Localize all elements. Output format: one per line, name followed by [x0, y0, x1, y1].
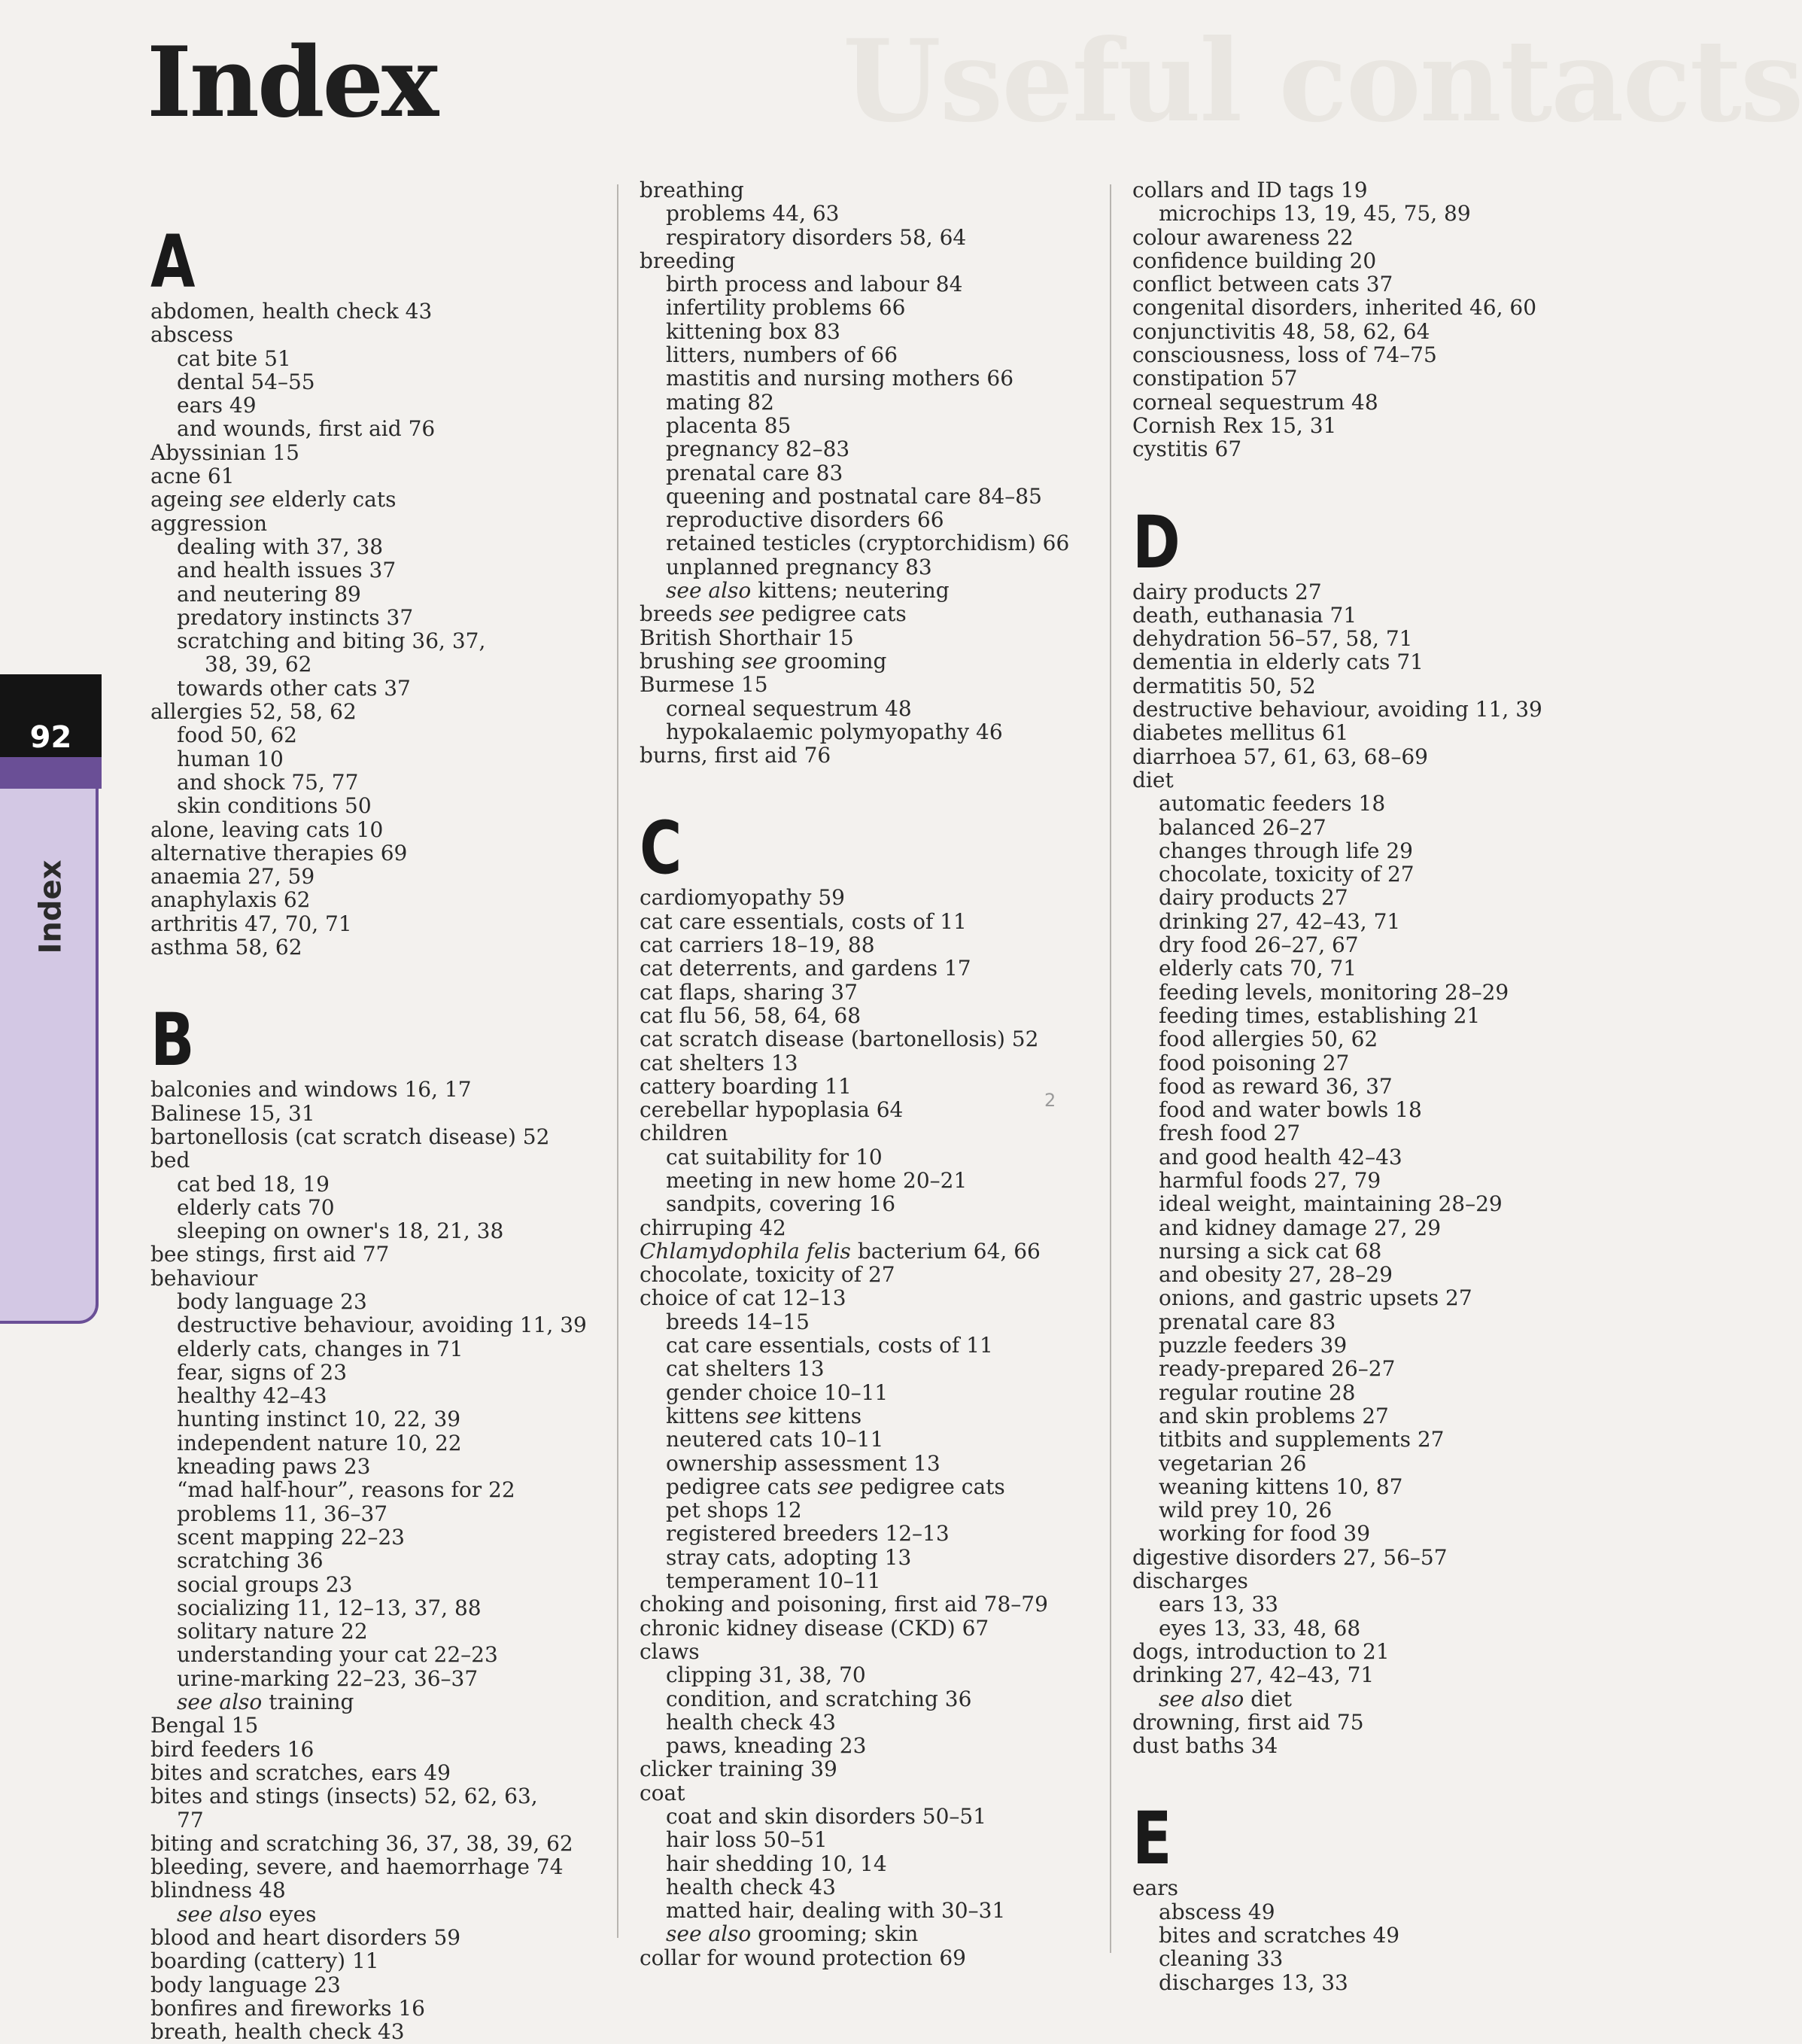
index-subentry: feeding levels, monitoring 28–29 [1159, 979, 1509, 1005]
index-entry: congenital disorders, inherited 46, 60 [1132, 295, 1537, 321]
index-subentry: automatic feeders 18 [1159, 791, 1386, 817]
index-entry: dairy products 27 [1132, 579, 1322, 604]
index-entry: bites and scratches, ears 49 [150, 1760, 451, 1785]
index-subentry: and good health 42–43 [1159, 1144, 1402, 1170]
index-subentry: fresh food 27 [1159, 1121, 1301, 1146]
index-subentry: food allergies 50, 62 [1159, 1027, 1378, 1052]
index-subentry: weaning kittens 10, 87 [1159, 1474, 1403, 1499]
index-entry: cat care essentials, costs of 11 [640, 908, 967, 934]
index-subentry: ideal weight, maintaining 28–29 [1159, 1191, 1503, 1217]
index-subentry: and shock 75, 77 [177, 769, 359, 795]
index-entry: cattery boarding 11 [640, 1073, 852, 1099]
index-subentry: destructive behaviour, avoiding 11, 39 [177, 1312, 587, 1338]
index-entry: abdomen, health check 43 [150, 299, 433, 324]
index-entry: cat carriers 18–19, 88 [640, 932, 875, 958]
index-subentry: cat bite 51 [177, 345, 291, 371]
index-subentry: and obesity 27, 28–29 [1159, 1262, 1393, 1288]
index-entry: cystitis 67 [1132, 436, 1242, 462]
index-subentry: see also grooming; skin [666, 1921, 919, 1947]
index-subentry: birth process and labour 84 [666, 272, 963, 297]
section-spacer [640, 767, 1069, 811]
index-subentry: scratching 36 [177, 1548, 324, 1574]
index-subentry: dental 54–55 [177, 369, 315, 394]
index-entry: diarrhoea 57, 61, 63, 68–69 [1132, 744, 1428, 769]
index-subentry: ownership assessment 13 [666, 1450, 941, 1476]
index-subentry: food poisoning 27 [1159, 1050, 1350, 1075]
index-subentry: matted hair, dealing with 30–31 [666, 1898, 1006, 1924]
index-subentry: regular routine 28 [1159, 1379, 1356, 1405]
index-subentry: cat suitability for 10 [666, 1144, 883, 1170]
index-column-1 [150, 220, 587, 2044]
index-entry: cat shelters 13 [640, 1050, 798, 1075]
index-entry: cardiomyopathy 59 [640, 885, 845, 911]
index-entry: chocolate, toxicity of 27 [640, 1262, 895, 1288]
index-entry: dust baths 34 [1132, 1733, 1278, 1759]
index-entry: conjunctivitis 48, 58, 62, 64 [1132, 318, 1430, 344]
index-entry: Chlamydophila felis bacterium 64, 66 [640, 1238, 1041, 1264]
index-entry: collars and ID tags 19 [1132, 178, 1368, 202]
index-subentry: prenatal care 83 [666, 460, 843, 485]
index-subentry: condition, and scratching 36 [666, 1686, 972, 1711]
index-subentry: problems 11, 36–37 [177, 1501, 388, 1526]
index-entry: dogs, introduction to 21 [1132, 1638, 1390, 1664]
index-subentry: temperament 10–11 [666, 1568, 881, 1594]
index-entry: corneal sequestrum 48 [1132, 389, 1378, 415]
index-subentry: elderly cats, changes in 71 [177, 1336, 463, 1361]
index-subentry: see also kittens; neutering [666, 578, 950, 604]
index-subentry: cat care essentials, costs of 11 [666, 1333, 993, 1358]
index-subentry: reproductive disorders 66 [666, 507, 944, 533]
index-subentry: dairy products 27 [1159, 885, 1348, 911]
section-tab-band [0, 757, 102, 789]
section-letter: C [640, 806, 682, 891]
index-subentry: body language 23 [177, 1288, 367, 1314]
index-subentry: elderly cats 70 [177, 1194, 335, 1220]
index-subentry: placenta 85 [666, 412, 792, 438]
index-entry: acne 61 [150, 464, 235, 489]
index-subentry: working for food 39 [1159, 1521, 1371, 1547]
index-entry: boarding (cattery) 11 [150, 1948, 379, 1974]
index-subentry: breeds 14–15 [666, 1309, 810, 1334]
index-subentry: mating 82 [666, 389, 774, 415]
index-entry: Balinese 15, 31 [150, 1100, 315, 1126]
index-subentry: 77 [177, 1807, 204, 1833]
section-letter: A [150, 220, 196, 304]
index-subentry: eyes 13, 33, 48, 68 [1159, 1615, 1361, 1641]
index-entry: ageing see elderly cats [150, 487, 397, 513]
index-subentry: elderly cats 70, 71 [1159, 956, 1357, 981]
index-subentry: skin conditions 50 [177, 793, 372, 819]
index-subentry: hair loss 50–51 [666, 1827, 828, 1853]
index-entry: arthritis 47, 70, 71 [150, 911, 352, 936]
index-subentry: corneal sequestrum 48 [666, 695, 912, 721]
column-divider [1110, 184, 1111, 1953]
index-subentry: infertility problems 66 [666, 295, 906, 321]
index-subentry: hypokalaemic polymyopathy 46 [666, 719, 1003, 744]
index-entry: ears [1132, 1875, 1179, 1901]
index-subentry: harmful foods 27, 79 [1159, 1167, 1381, 1193]
index-subentry: onions, and gastric upsets 27 [1159, 1285, 1472, 1311]
index-entry: dehydration 56–57, 58, 71 [1132, 626, 1413, 652]
index-entry: constipation 57 [1132, 366, 1298, 391]
index-subentry: food 50, 62 [177, 722, 297, 748]
index-entry: behaviour [150, 1265, 258, 1291]
index-subentry: wild prey 10, 26 [1159, 1498, 1333, 1523]
index-entry: cat flu 56, 58, 64, 68 [640, 1002, 861, 1028]
index-subentry: independent nature 10, 22 [177, 1430, 462, 1455]
pencil-mark: 2 [1044, 1090, 1056, 1111]
index-subentry: clipping 31, 38, 70 [666, 1662, 866, 1688]
index-entry: asthma 58, 62 [150, 935, 302, 960]
index-subentry: respiratory disorders 58, 64 [666, 224, 967, 250]
index-entry: Abyssinian 15 [150, 440, 299, 465]
index-subentry: feeding times, establishing 21 [1159, 1002, 1481, 1028]
index-subentry: cleaning 33 [1159, 1946, 1284, 1972]
index-subentry: food and water bowls 18 [1159, 1097, 1422, 1123]
index-subentry: coat and skin disorders 50–51 [666, 1804, 987, 1829]
index-entry: breathing [640, 178, 744, 202]
index-subentry: mastitis and nursing mothers 66 [666, 366, 1014, 391]
index-entry: blood and heart disorders 59 [150, 1925, 461, 1950]
index-entry: cat flaps, sharing 37 [640, 979, 858, 1005]
section-spacer [1132, 461, 1542, 505]
index-entry: breath, health check 43 [150, 2019, 405, 2044]
section-spacer [1132, 1757, 1542, 1801]
index-subentry: microchips 13, 19, 45, 75, 89 [1159, 201, 1471, 227]
index-subentry: pedigree cats see pedigree cats [666, 1474, 1005, 1499]
index-entry: drinking 27, 42–43, 71 [1132, 1662, 1375, 1688]
section-letter: E [1132, 1796, 1172, 1881]
index-subentry: dealing with 37, 38 [177, 534, 384, 559]
index-entry: breeding [640, 248, 736, 273]
section-letter: D [1132, 500, 1181, 585]
index-subentry: scratching and biting 36, 37, [177, 628, 486, 654]
index-subentry: ears 13, 33 [1159, 1592, 1278, 1617]
index-entry: balconies and windows 16, 17 [150, 1077, 472, 1103]
index-entry: burns, first aid 76 [640, 743, 831, 768]
index-entry: blindness 48 [150, 1878, 286, 1903]
index-subentry: chocolate, toxicity of 27 [1159, 862, 1415, 887]
index-entry: diet [1132, 767, 1174, 792]
index-subentry: changes through life 29 [1159, 838, 1413, 863]
index-entry: alone, leaving cats 10 [150, 817, 384, 842]
index-entry: alternative therapies 69 [150, 840, 408, 865]
index-subentry: cat bed 18, 19 [177, 1171, 330, 1197]
index-entry: bed [150, 1148, 190, 1173]
column-divider [617, 184, 618, 1938]
index-subentry: problems 44, 63 [666, 201, 840, 227]
index-subentry: pet shops 12 [666, 1498, 802, 1523]
index-entry: destructive behaviour, avoiding 11, 39 [1132, 697, 1542, 722]
index-entry: bleeding, severe, and haemorrhage 74 [150, 1854, 564, 1880]
index-subentry: towards other cats 37 [177, 675, 411, 701]
index-entry: Bengal 15 [150, 1713, 259, 1738]
index-entry: discharges [1132, 1568, 1248, 1594]
index-subentry: gender choice 10–11 [666, 1379, 889, 1405]
index-entry: bonfires and fireworks 16 [150, 1995, 425, 2021]
index-subentry: scent mapping 22–23 [177, 1524, 405, 1550]
index-subentry: retained testicles (cryptorchidism) 66 [666, 531, 1070, 556]
index-entry: cat scratch disease (bartonellosis) 52 [640, 1027, 1039, 1052]
index-entry: bartonellosis (cat scratch disease) 52 [150, 1124, 550, 1149]
index-entry: anaphylaxis 62 [150, 887, 311, 913]
page-number: 92 [29, 720, 72, 755]
index-subentry: unplanned pregnancy 83 [666, 554, 932, 579]
index-subentry: kittening box 83 [666, 318, 840, 344]
index-entry: dementia in elderly cats 71 [1132, 649, 1424, 675]
index-entry: consciousness, loss of 74–75 [1132, 342, 1437, 368]
index-subentry: hunting instinct 10, 22, 39 [177, 1407, 461, 1432]
index-subentry: registered breeders 12–13 [666, 1521, 950, 1547]
index-entry: choice of cat 12–13 [640, 1285, 846, 1311]
index-entry: chronic kidney disease (CKD) 67 [640, 1615, 989, 1641]
index-subentry: health check 43 [666, 1709, 836, 1735]
page-title: Index [147, 26, 437, 139]
index-entry: anaemia 27, 59 [150, 864, 315, 890]
index-subentry: pregnancy 82–83 [666, 436, 850, 462]
index-entry: conflict between cats 37 [1132, 272, 1393, 297]
index-entry: bites and stings (insects) 52, 62, 63, [150, 1784, 538, 1809]
index-subentry: balanced 26–27 [1159, 814, 1326, 840]
index-entry: colour awareness 22 [1132, 224, 1354, 250]
facing-page-title-ghost: Useful contacts [843, 15, 1802, 148]
index-subentry: kneading paws 23 [177, 1454, 371, 1480]
index-subentry: food as reward 36, 37 [1159, 1073, 1393, 1099]
index-subentry: healthy 42–43 [177, 1383, 327, 1409]
index-entry: breeds see pedigree cats [640, 601, 907, 627]
index-column-2 [640, 178, 1069, 1969]
index-subentry: titbits and supplements 27 [1159, 1427, 1445, 1452]
index-subentry: fear, signs of 23 [177, 1359, 348, 1385]
index-subentry: dry food 26–27, 67 [1159, 932, 1359, 958]
index-subentry: health check 43 [666, 1874, 836, 1900]
section-letter: B [150, 998, 195, 1083]
index-entry: diabetes mellitus 61 [1132, 720, 1349, 746]
index-subentry: and skin problems 27 [1159, 1403, 1389, 1428]
index-entry: coat [640, 1780, 685, 1805]
index-entry: aggression [150, 510, 268, 536]
section-tab-label-wrap [17, 859, 84, 954]
index-entry: choking and poisoning, first aid 78–79 [640, 1592, 1048, 1617]
index-subentry: 38, 39, 62 [205, 652, 312, 677]
index-subentry: vegetarian 26 [1159, 1450, 1307, 1476]
index-entry: biting and scratching 36, 37, 38, 39, 62 [150, 1830, 573, 1856]
index-entry: Burmese 15 [640, 672, 768, 698]
index-entry: drowning, first aid 75 [1132, 1709, 1364, 1735]
index-entry: clicker training 39 [640, 1757, 837, 1782]
index-subentry: prenatal care 83 [1159, 1309, 1336, 1334]
index-subentry: queening and postnatal care 84–85 [666, 483, 1042, 509]
index-subentry: understanding your cat 22–23 [177, 1642, 498, 1668]
index-entry: collar for wound protection 69 [640, 1945, 966, 1970]
index-subentry: sandpits, covering 16 [666, 1191, 896, 1217]
index-subentry: nursing a sick cat 68 [1159, 1238, 1382, 1264]
index-entry: bird feeders 16 [150, 1736, 315, 1762]
index-entry: cat deterrents, and gardens 17 [640, 956, 971, 981]
index-entry: chirruping 42 [640, 1215, 786, 1240]
section-tab-label: Index [33, 859, 68, 954]
index-entry: body language 23 [150, 1972, 341, 1997]
index-subentry: sleeping on owner's 18, 21, 38 [177, 1218, 504, 1244]
index-subentry: “mad half-hour”, reasons for 22 [177, 1477, 515, 1503]
index-subentry: cat shelters 13 [666, 1356, 825, 1382]
index-subentry: meeting in new home 20–21 [666, 1167, 968, 1193]
index-subentry: litters, numbers of 66 [666, 342, 898, 368]
index-subentry: predatory instincts 37 [177, 604, 414, 630]
index-subentry: and neutering 89 [177, 581, 361, 607]
index-subentry: see also training [177, 1690, 354, 1715]
index-subentry: see also diet [1159, 1686, 1292, 1711]
index-entry: allergies 52, 58, 62 [150, 699, 357, 725]
index-subentry: paws, kneading 23 [666, 1733, 867, 1759]
index-subentry: abscess 49 [1159, 1899, 1275, 1924]
index-entry: claws [640, 1638, 700, 1664]
index-entry: Cornish Rex 15, 31 [1132, 412, 1337, 438]
index-entry: dermatitis 50, 52 [1132, 673, 1316, 698]
index-subentry: stray cats, adopting 13 [666, 1544, 912, 1570]
index-subentry: and health issues 37 [177, 558, 397, 583]
index-subentry: ready-prepared 26–27 [1159, 1356, 1396, 1382]
index-subentry: discharges 13, 33 [1159, 1969, 1348, 1995]
index-entry: brushing see grooming [640, 648, 887, 674]
index-subentry: urine-marking 22–23, 36–37 [177, 1665, 479, 1691]
index-entry: abscess [150, 322, 233, 348]
index-subentry: social groups 23 [177, 1571, 353, 1597]
index-entry: British Shorthair 15 [640, 625, 854, 650]
index-subentry: hair shedding 10, 14 [666, 1851, 887, 1876]
index-subentry: neutered cats 10–11 [666, 1427, 884, 1452]
index-entry: cerebellar hypoplasia 64 [640, 1097, 904, 1123]
index-column-3 [1132, 178, 1542, 1994]
index-subentry: bites and scratches 49 [1159, 1923, 1400, 1948]
index-subentry: see also eyes [177, 1901, 317, 1927]
index-subentry: drinking 27, 42–43, 71 [1159, 908, 1401, 934]
index-subentry: and wounds, first aid 76 [177, 416, 436, 442]
index-subentry: puzzle feeders 39 [1159, 1333, 1348, 1358]
index-subentry: socializing 11, 12–13, 37, 88 [177, 1595, 482, 1620]
index-subentry: kittens see kittens [666, 1403, 862, 1428]
index-entry: bee stings, first aid 77 [150, 1242, 390, 1267]
index-entry: death, euthanasia 71 [1132, 602, 1357, 628]
section-spacer [150, 959, 587, 1002]
index-entry: confidence building 20 [1132, 248, 1377, 273]
index-subentry: human 10 [177, 746, 284, 771]
index-subentry: and kidney damage 27, 29 [1159, 1215, 1442, 1240]
index-entry: children [640, 1121, 728, 1146]
index-subentry: solitary nature 22 [177, 1619, 368, 1644]
index-entry: digestive disorders 27, 56–57 [1132, 1544, 1448, 1570]
index-subentry: ears 49 [177, 393, 257, 418]
